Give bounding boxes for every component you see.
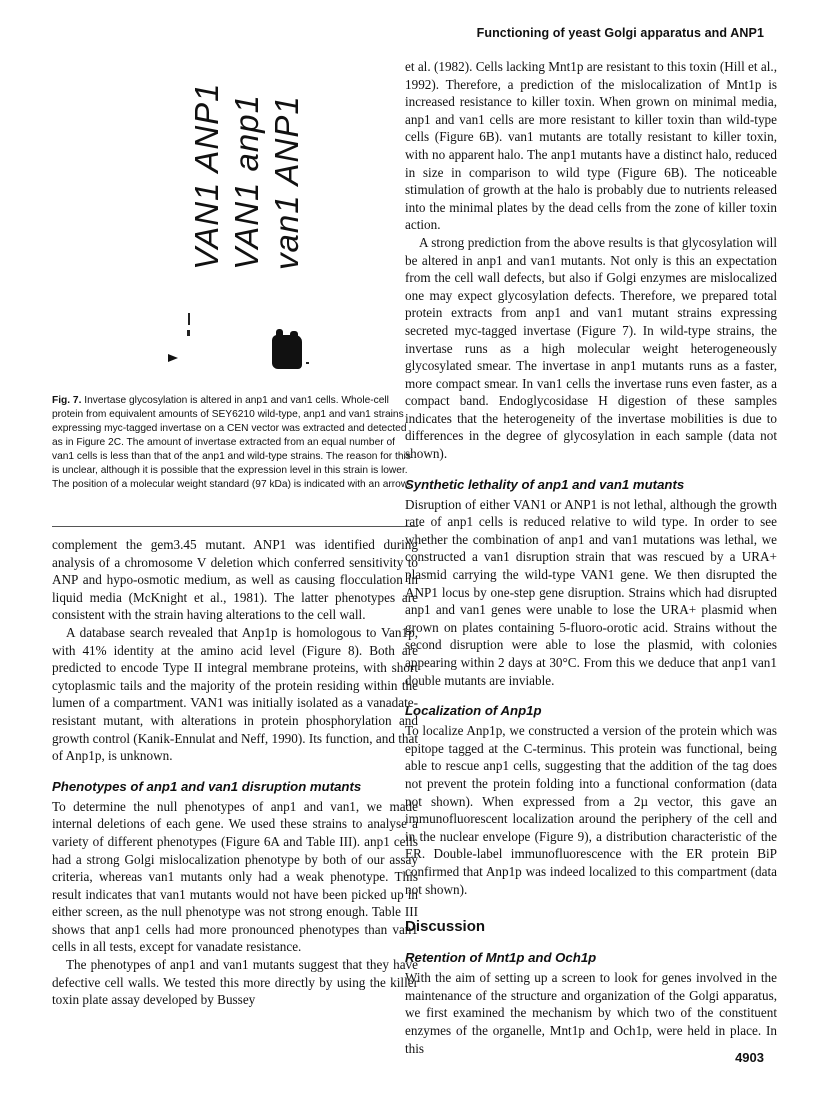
subheading: Phenotypes of anp1 and van1 disruption mutants bbox=[52, 778, 362, 794]
subheading: Synthetic lethality of anp1 and van1 mutants bbox=[405, 476, 685, 492]
paragraph: et al. (1982). Cells lacking Mnt1p are resistant to this toxin (Hill et al., 1992). Therefore, a prediction of the mislocalization of Mnt1p is increased resistance to killer toxin. When grown on minimal media, anp1 and van1 cells are more resistant to killer toxin than wild-type cells (Figure 6B). van1 mutants are totally resistant to killer toxin, with no apparent halo. The anp1 mutants have a distinct halo, reduced in size in comparison to wild type (Figure 6B). The noticeable stimulation of growth at the halo is probably due to nutrients released into the minimal plates by the dead cells from the zone of killer toxin action. bbox=[405, 59, 777, 233]
paragraph: Disruption of either VAN1 or ANP1 is not lethal, although the growth rate of anp1 cells is reduced relative to wild type. In order to see whether the combination of anp1 and van1 mutations was lethal, we constructed a van1 disruption strain that was rescued by a URA+ plasmid carrying the wild-type VAN1 gene. We then disrupted the ANP1 locus by one-step gene disruption. Strains which had disrupted anp1 and van1 genes were unable to lose the URA+ plasmid when grown on plates containing 5-fluoro-orotic acid. Strains without the second disruption were able to lose the plasmid, with colonies appearing within 2 days at 30°C. From this we deduce that anp1 van1 double mutants are inviable. bbox=[405, 496, 777, 688]
gel-speck bbox=[306, 362, 309, 364]
caption-divider bbox=[52, 526, 418, 527]
paragraph: To localize Anp1p, we constructed a version of the protein which was epitope tagged at the C-terminus. This protein was functional, being able to rescue anp1 cells, suggesting that the addition of the tag does not prevent the protein folding into a functional conformation (data not shown). When expressed from a 2µ vector, this gave an immunofluorescent localization around the periphery of the cell and in the nuclear envelope (Figure 9), a distribution characteristic of the ER. Double-label immunofluorescence with the ER protein BiP confirmed that Anp1p was indeed localized to this compartment (data not shown). bbox=[405, 723, 777, 897]
left-column bbox=[52, 58, 418, 1009]
figure-caption bbox=[52, 394, 418, 492]
right-column bbox=[405, 58, 777, 1057]
subheading: Localization of Anp1p bbox=[405, 703, 542, 719]
figure-caption-text: Invertase glycosylation is altered in anp1 and van1 cells. Whole-cell protein from equivalent amounts of SEY6210 wild-type, anp1 and van1 strains expressing myc-tagged invertase on a CEN vector was extracted and detected as in Figure 2C. The amount of invertase extracted from an equal number of van1 cells is less than that of the anp1 and wild-type strains. The reason for this is unclear, although it is possible that the expression level in this strain is lower. The position of a molecular weight standard (97 kDa) is indicated with an arrow. bbox=[52, 395, 411, 490]
lane-label-2: VAN1 anp1 bbox=[228, 94, 265, 270]
gel-smear-mark bbox=[187, 330, 190, 336]
molecular-weight-arrow-icon bbox=[168, 354, 178, 362]
figure-caption-label: Fig. 7. bbox=[52, 395, 82, 406]
paragraph: The phenotypes of anp1 and van1 mutants suggest that they have defective cell walls. We tested this more directly by using the killer toxin plate assay developed by Bussey bbox=[52, 957, 418, 1008]
lane-label-3: van1 ANP1 bbox=[268, 95, 305, 270]
invertase-band bbox=[272, 335, 302, 369]
paragraph: A strong prediction from the above results is that glycosylation will be altered in anp1 and van1 mutants. Not only is this an expectation from the cell wall defects, but also if Golgi enzymes are mislocalized one may expect glycosylation defects. Therefore, we prepared total protein extracts from anp1 and van1 mutant strains expressing secreted myc-tagged invertase (Figure 7). In wild-type strains, the invertase runs as a high molecular weight heterogeneously glycosylated smear. The invertase in anp1 mutants runs as a faster, more compact smear. In van1 cells the invertase runs even faster, as a compact band. Endoglycosidase H digestion of these samples indicates that the heterogeneity of the invertase mobilities is due to differences in the degree of glycosylation in each sample (data not shown). bbox=[405, 234, 777, 462]
paragraph: To determine the null phenotypes of anp1 and van1, we made internal deletions of each gene. We used these strains to analyse a variety of different phenotypes (Figure 6A and Table III). anp1 cells had a strong Golgi mislocalization phenotype by both of our assay criteria, whereas van1 mutants only had a weak phenotype. This result indicates that van1 mutants would not have been picked up in either screen, as the null phenotype was not strong enough. Table III shows that anp1 cells had more pronounced phenotypes than van1 cells in all tests, except for vanadate resistance. bbox=[52, 798, 418, 955]
section-heading: Discussion bbox=[405, 918, 486, 936]
paragraph: With the aim of setting up a screen to look for genes involved in the maintenance of the structure and organization of the Golgi apparatus, we first examined the mechanism by which two of the constituent enzymes of the organelle, Mnt1p and Och1p, were held in place. In this bbox=[405, 970, 777, 1056]
gel-smear-mark bbox=[188, 313, 190, 325]
lane-label-1: VAN1 ANP1 bbox=[188, 82, 225, 270]
figure-7-gel bbox=[52, 58, 418, 388]
page-number: 4903 bbox=[735, 1050, 764, 1065]
subheading: Retention of Mnt1p and Och1p bbox=[405, 950, 597, 966]
paragraph: complement the gem3.45 mutant. ANP1 was identified during analysis of a chromosome V deletion which conferred sensitivity to ANP and hypo-osmotic medium, as well as causing flocculation in liquid media (McKnight et al., 1981). The latter phenotypes are consistent with the strain having alterations to the cell wall. bbox=[52, 537, 418, 623]
paragraph: A database search revealed that Anp1p is homologous to Van1p, with 41% identity at the amino acid level (Figure 8). Both are predicted to encode Type II integral membrane proteins, with short cytoplasmic tails and the majority of the protein residing within the lumen of a compartment. VAN1 was initially isolated as a vanadate-resistant mutant, with alterations in protein phosphorylation and growth control (Kanik-Ennulat and Neff, 1990). Its function, and that of Anp1p, is unknown. bbox=[52, 624, 418, 764]
running-head: Functioning of yeast Golgi apparatus and ANP1 bbox=[476, 26, 764, 40]
